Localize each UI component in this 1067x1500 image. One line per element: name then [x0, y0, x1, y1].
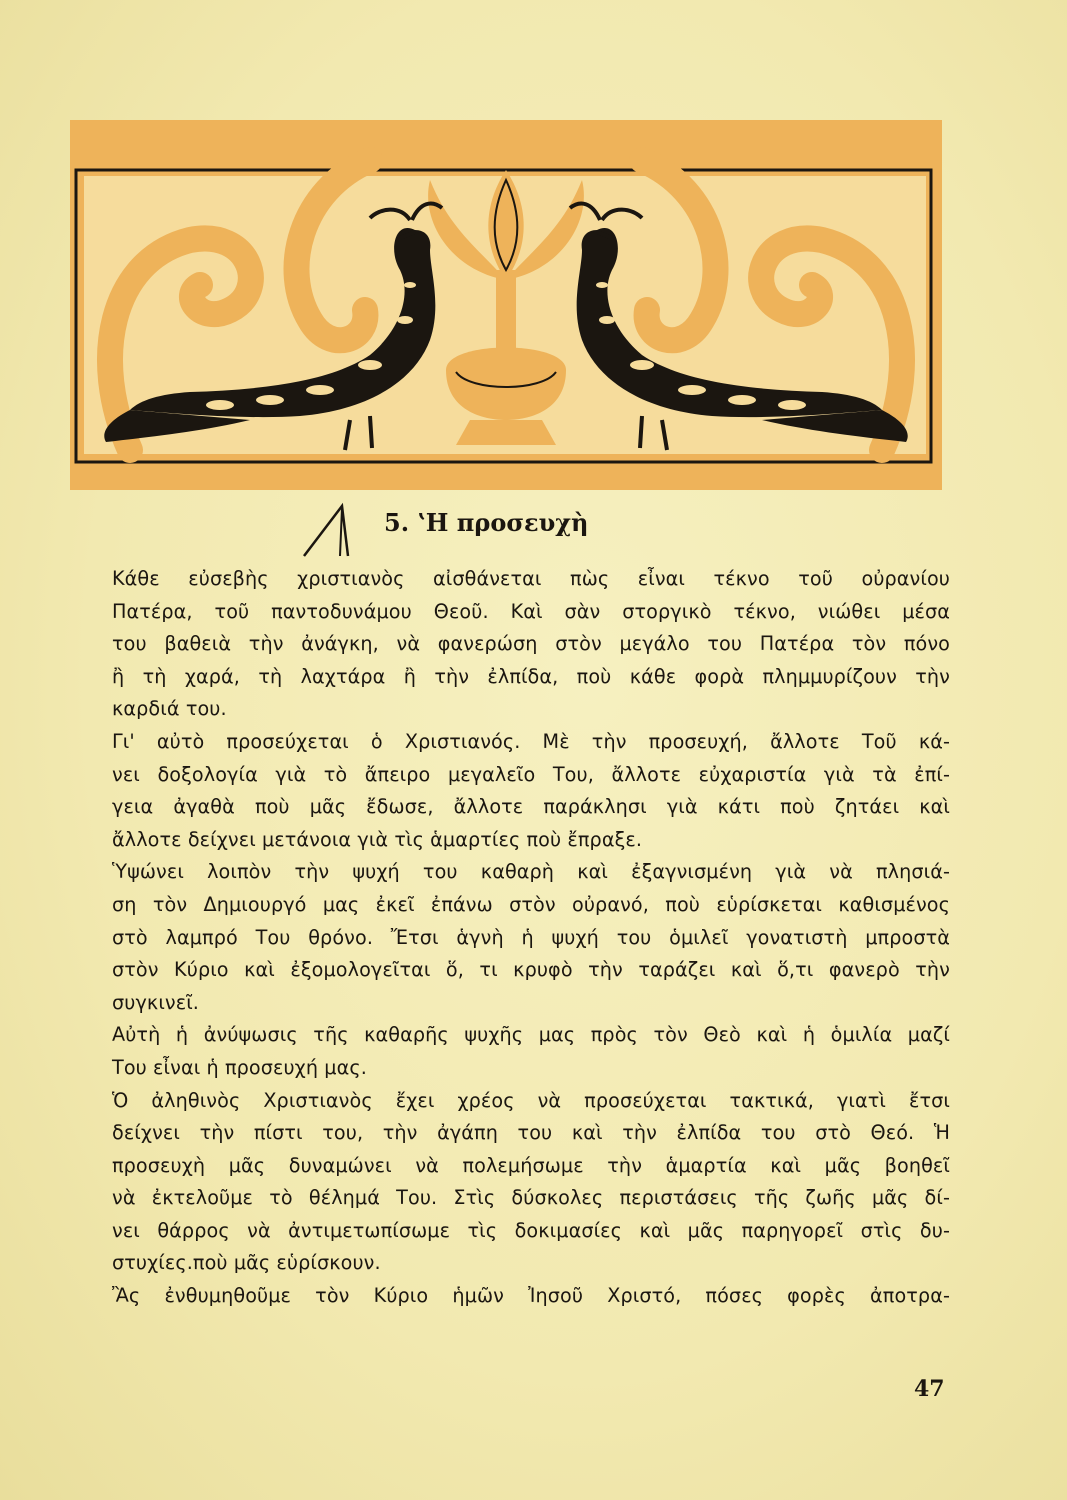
text-line: Ἂς ἐνθυμηθοῦμε τὸν Κύριο ἡμῶν Ἰησοῦ Χριστό, πόσες φορὲς ἀποτρα- [112, 1284, 950, 1308]
text-line: ἄλλοτε δείχνει μετάνοια γιὰ τὶς ἁμαρτίες ποὺ ἔπραξε. [112, 827, 643, 851]
text-line: ση τὸν Δημιουργό μας ἐκεῖ ἐπάνω στὸν οὐρανό, ποὺ εὑρίσκεται καθισμένος [112, 892, 950, 916]
handwritten-arrow-mark [300, 500, 375, 560]
text-line: Γι' αὐτὸ προσεύχεται ὁ Χριστιανός. Μὲ τὴν προσευχή, ἄλλοτε Τοῦ κά- [112, 729, 950, 753]
text-line: νει θάρρος νὰ ἀντιμετωπίσωμε τὶς δοκιμασίες καὶ μᾶς παρηγορεῖ στὶς δυ- [112, 1218, 950, 1242]
text-line: προσευχὴ μᾶς δυναμώνει νὰ πολεμήσωμε τὴν ἁμαρτία καὶ μᾶς βοηθεῖ [112, 1153, 950, 1177]
text-line: Ὑψώνει λοιπὸν τὴν ψυχή του καθαρὴ καὶ ἐξαγνισμένη γιὰ νὰ πλησιά- [112, 860, 950, 884]
text-line: καρδιά του. [112, 697, 227, 721]
text-line: στὸν Κύριο καὶ ἐξομολογεῖται ὅ, τι κρυφὸ τὴν ταράζει καὶ ὅ,τι φανερὸ τὴν [112, 958, 950, 982]
text-line: στὸ λαμπρό Του θρόνο. Ἔτσι ἁγνὴ ἡ ψυχή του ὁμιλεῖ γονατιστὴ μπροστὰ [112, 925, 950, 949]
peacock-ornament-illustration [70, 120, 942, 490]
text-line: συγκινεῖ. [112, 990, 200, 1014]
text-line: Πατέρα, τοῦ παντοδυνάμου Θεοῦ. Καὶ σὰν στοργικὸ τέκνο, νιώθει μέσα [112, 599, 950, 623]
section-heading [300, 500, 800, 560]
text-line: Του εἶναι ἡ προσευχή μας. [112, 1055, 367, 1079]
text-line: γεια ἀγαθὰ ποὺ μᾶς ἔδωσε, ἄλλοτε παράκλησι γιὰ κάτι ποὺ ζητάει καὶ [112, 795, 950, 819]
text-line: Ὁ ἀληθινὸς Χριστιανὸς ἔχει χρέος νὰ προσεύχεται τακτικά, γιατὶ ἔτσι [112, 1088, 950, 1112]
text-line: δείχνει τὴν πίστι του, τὴν ἀγάπη του καὶ τὴν ἐλπίδα του στὸ Θεό. Ἡ [112, 1121, 950, 1145]
text-line: στυχίες.ποὺ μᾶς εὑρίσκουν. [112, 1251, 381, 1275]
text-line: Κάθε εὐσεβὴς χριστιανὸς αἰσθάνεται πὼς εἶναι τέκνο τοῦ οὐρανίου [112, 567, 950, 590]
text-line: ἢ τὴ χαρά, τὴ λαχτάρα ἢ τὴν ἐλπίδα, ποὺ κάθε φορὰ πλημμυρίζουν τὴν [112, 664, 950, 688]
text-line: νὰ ἐκτελοῦμε τὸ θέλημά Του. Στὶς δύσκολες περιστάσεις τῆς ζωῆς μᾶς δί- [112, 1186, 950, 1210]
text-line: του βαθειὰ τὴν ἀνάγκη, νὰ φανερώση στὸν μεγάλο του Πατέρα τὸν πόνο [112, 632, 950, 656]
text-line: νει δοξολογία γιὰ τὸ ἄπειρο μεγαλεῖο Του, ἄλλοτε εὐχαριστία γιὰ τὰ ἐπί- [112, 762, 950, 786]
body-text [112, 563, 950, 1313]
peacock-ornament-banner [70, 120, 942, 490]
page-number: 47 [914, 1376, 945, 1402]
text-line: Αὐτὴ ἡ ἀνύψωσις τῆς καθαρῆς ψυχῆς μας πρὸς τὸν Θεὸ καὶ ἡ ὁμιλία μαζί [112, 1023, 950, 1047]
section-title: 5. ʽΗ προσευχὴ [384, 508, 589, 537]
